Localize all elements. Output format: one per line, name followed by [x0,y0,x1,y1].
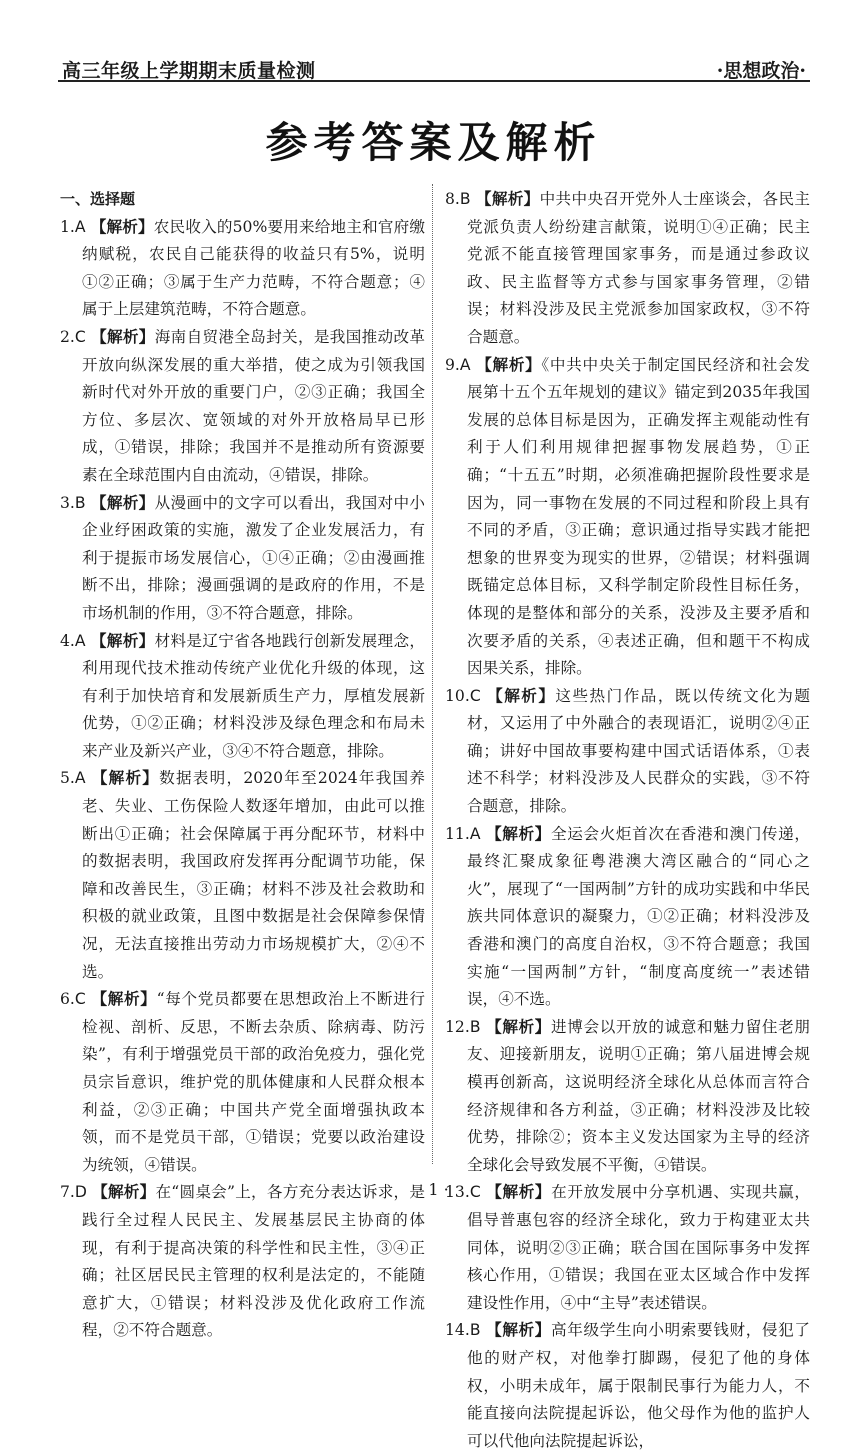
answer-number: 6. [60,990,75,1009]
answer-number: 7. [60,1183,75,1202]
answer-number: 14. [445,1321,470,1340]
analysis-text: 这些热门作品，既以传统文化为题材，又运用了中外融合的表现语汇，说明②④正确；讲好中国故事要构建中国式话语体系，①表述不科学；材料没涉及人民群众的实践，③不符合题意，排除。 [467,686,810,816]
answer-item [60,986,425,1179]
analysis-tag: 【解析】 [92,1183,156,1202]
analysis-text: 农民收入的50%要用来给地主和官府缴纳赋税，农民自己能获得的收益只有5%，说明①②正确；③属于生产力范畴，不符合题意；④属于上层建筑范畴，不符合题意。 [82,217,425,319]
answer-item [445,683,810,821]
analysis-text: 数据表明，2020年至2024年我国养老、失业、工伤保险人数逐年增加，由此可以推断出①正确；社会保障属于再分配环节，材料中的数据表明，我国政府发挥再分配调节功能，保障和改善民生，③正确；材料不涉及社会救助和积极的就业政策，且图中数据是社会保障参保情况，无法直接推出劳动力市场规模扩大，②④不选。 [82,769,425,981]
analysis-tag: 【解析】 [90,217,154,236]
analysis-tag: 【解析】 [91,769,160,788]
answer-item [445,1179,810,1317]
analysis-tag: 【解析】 [486,824,551,843]
answer-number: 1. [60,217,75,236]
answer-choice: B [469,1017,481,1036]
answer-number: 5. [60,769,75,788]
analysis-tag: 【解析】 [90,493,155,512]
left-column [60,186,425,1345]
column-divider [432,184,433,1164]
answer-item [445,352,810,683]
answer-number: 12. [445,1017,470,1036]
answer-number: 4. [60,631,75,650]
analysis-text: 全运会火炬首次在香港和澳门传递，最终汇聚成象征粤港澳大湾区融合的“同心之火”，展现了“一国两制”方针的成功实践和中华民族共同体意识的凝聚力，①②正确；材料没涉及香港和澳门的高度自治权，③不符合题意；我国实施“一国两制”方针，“制度高度统一”表述错误，④不选。 [467,824,810,1009]
answer-choice: C [74,990,86,1009]
answer-item [60,324,425,490]
answer-number: 13. [445,1183,470,1202]
analysis-text: 材料是辽宁省各地践行创新发展理念，利用现代技术推动传统产业优化升级的体现，这有利于加快培育和发展新质生产力，厚植发展新优势，①②正确；材料没涉及绿色理念和布局未来产业及新兴产业，③④不符合题意，排除。 [82,631,425,760]
answer-choice: C [74,327,86,346]
analysis-tag: 【解析】 [486,1017,552,1036]
analysis-tag: 【解析】 [487,686,556,705]
answer-number: 2. [60,327,75,346]
analysis-text: 进博会以开放的诚意和魅力留住老朋友、迎接新朋友，说明①正确；第八届进博会规模再创新高，这说明经济全球化从总体而言符合经济规律和各方利益，③正确；材料没涉及比较优势，排除②；资本主义发达国家为主导的经济全球化会导致发展不平衡，④错误。 [467,1017,810,1174]
subject-name: ·思想政治· [716,60,806,82]
answer-item [60,765,425,986]
left-answer-list [60,214,425,1345]
page-number: · 1 · [418,1180,449,1199]
page-header [58,50,810,82]
analysis-text: 在开放发展中分享机遇、实现共赢，倡导普惠包容的经济全球化，致力于构建亚太共同体，说明②③正确；联合国在国际事务中发挥核心作用，①错误；我国在亚太区域合作中发挥建设性作用，④中“主导”表述错误。 [467,1183,810,1312]
answer-choice: A [74,631,86,650]
section-title: 一、选择题 [60,190,136,208]
analysis-text: 中共中央召开党外人士座谈会，各民主党派负责人纷纷建言献策，说明①④正确；民主党派不能直接管理国家事务，而是通过参政议政、民主监督等方式参与国家事务管理，②错误；材料没涉及民主党派参加国家政权，③不符合题意。 [467,190,810,346]
analysis-tag: 【解析】 [91,990,157,1009]
answer-choice: A [74,769,86,788]
analysis-text: 高年级学生向小明索要钱财，侵犯了他的财产权，对他拳打脚踢，侵犯了他的身体权，小明未成年，属于限制民事行为能力人，不能直接向法院提起诉讼，他父母作为他的监护人可以代他向法院提起诉讼， [467,1321,810,1450]
answer-item [60,214,425,324]
answer-choice: D [74,1183,87,1202]
right-answer-list [445,186,810,1455]
analysis-tag: 【解析】 [91,327,155,346]
answer-choice: C [469,686,481,705]
answer-item [445,1317,810,1455]
exam-name: 高三年级上学期期末质量检测 [62,60,316,82]
answer-choice: A [74,217,86,236]
analysis-text: 从漫画中的文字可以看出，我国对中小企业纾困政策的实施，激发了企业发展活力，有利于提振市场发展信心，①④正确；②由漫画推断不出，排除；漫画强调的是政府的作用，不是市场机制的作用，③不符合题意，排除。 [82,493,425,622]
analysis-text: 海南自贸港全岛封关，是我国推动改革开放向纵深发展的重大举措，使之成为引领我国新时代对外开放的重要门户，②③正确；我国全方位、多层次、宽领域的对外开放格局早已形成，①错误，排除；我国并不是推动所有资源要素在全球范围内自由流动，④错误，排除。 [82,327,425,484]
answer-number: 11. [445,824,470,843]
analysis-text: “每个党员都要在思想政治上不断进行检视、剖析、反思，不断去杂质、除病毒、防污染”，有利于增强党员干部的政治免疫力，强化党员宗旨意识，维护党的肌体健康和人民群众根本利益，②③正确；中国共产党全面增强执政本领，而不是党员干部，①错误；党要以政治建设为统领，④错误。 [82,990,425,1174]
answer-item [60,1179,425,1345]
analysis-tag: 【解析】 [475,190,540,208]
analysis-tag: 【解析】 [486,1183,552,1202]
answer-number: 10. [445,686,470,705]
answer-choice: B [469,1321,481,1340]
answer-choice: C [469,1183,481,1202]
analysis-text: 《中共中央关于制定国民经济和社会发展第十五个五年规划的建议》锚定到2035年我国发展的总体目标是因为，正确发挥主观能动性有利于人们利用规律把握事物发展趋势，①正确；“十五五”时期，必须准确把握阶段性要求是因为，同一事物在发展的不同过程和阶段上具有不同的矛盾，③正确；意识通过指导实践才能把想象的世界变为现实的世界，②错误；材料强调既锚定总体目标，又科学制定阶段性目标任务，体现的是整体和部分的关系，没涉及主要矛盾和次要矛盾的关系，④表述正确，但和题干不构成因果关系，排除。 [467,355,810,678]
answer-item [445,186,810,352]
analysis-text: 在“圆桌会”上，各方充分表达诉求，是践行全过程人民民主、发展基层民主协商的体现，有利于提高决策的科学性和民主性，③④正确；社区居民民主管理的权利是法定的，不能随意扩大，①错误；材料没涉及优化政府工作流程，②不符合题意。 [82,1183,425,1340]
answer-choice: A [459,355,471,374]
answer-item [445,821,810,1014]
answer-number: 3. [60,493,75,512]
right-column [445,186,810,1455]
answer-item [60,628,425,766]
answer-item [60,490,425,628]
analysis-tag: 【解析】 [476,355,542,374]
answer-choice: A [469,824,481,843]
analysis-tag: 【解析】 [90,631,155,650]
analysis-tag: 【解析】 [486,1321,552,1340]
answer-choice: B [459,190,471,208]
answer-choice: B [74,493,86,512]
answer-item [445,1014,810,1180]
page-title: 参考答案及解析 [265,118,602,167]
answer-number: 9. [445,355,460,374]
answer-number: 8. [445,190,460,208]
